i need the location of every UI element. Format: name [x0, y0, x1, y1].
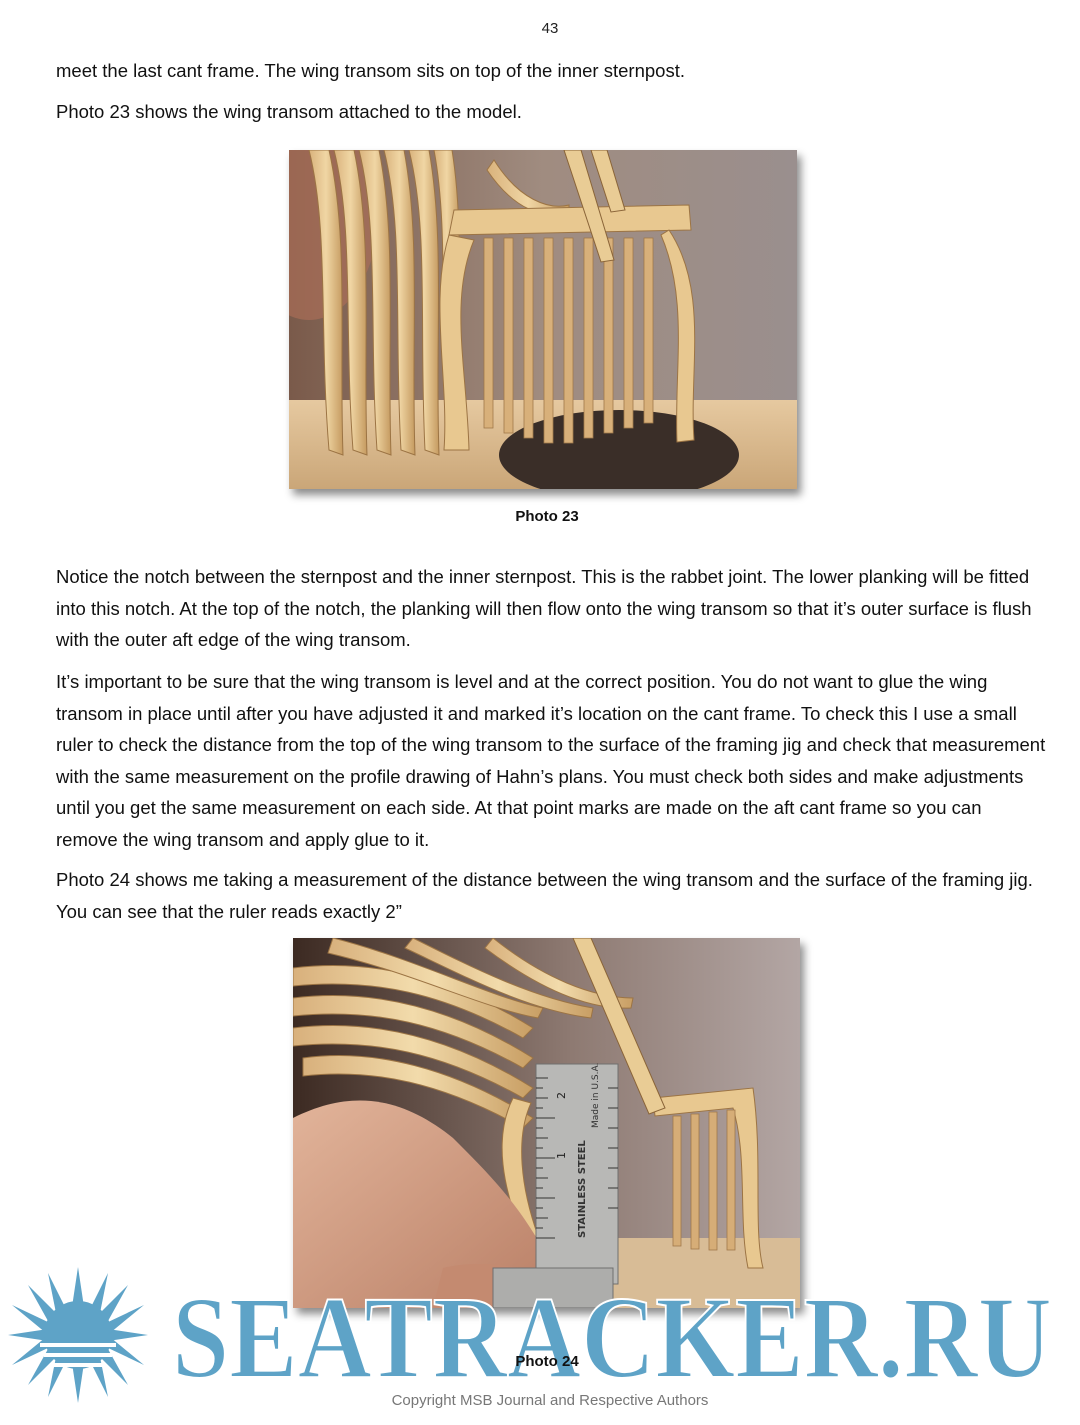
page-number: 43 [541, 20, 559, 37]
paragraph-leveling: It’s important to be sure that the wing transom is level and at the correct position. You do not want to glue the wing transom in place until after you have adjusted it and marked it’s location on the cant frame. To check this I use a small ruler to check the distance from the top of the wing transom to the surface of the framing jig and check that measurement with the same measurement on the profile drawing of Hahn’s plans. You must check both sides and make adjustments until you get the same measurement on each side. At that point marks are made on the aft cant frame so you can remove the wing transom and apply glue to it. [56, 671, 1046, 850]
ruler-label-steel: STAINLESS STEEL [577, 1140, 588, 1238]
seatracker-watermark [0, 1265, 1080, 1405]
ruler-number-2: 2 [555, 1092, 568, 1099]
photo-23-caption: Photo 23 [515, 508, 579, 525]
ruler-number-1: 1 [555, 1152, 568, 1159]
paragraph-rabbet: Notice the notch between the sternpost and the inner sternpost. This is the rabbet joint. The lower planking will be fitted into this notch. At the top of the notch, the planking will then flow onto the wing transom so that it’s outer surface is flush with the outer aft edge of the wing transom. [56, 566, 1032, 650]
ruler-label-made: Made in U.S.A. [591, 1062, 601, 1128]
paragraph-photo23-ref: Photo 23 shows the wing transom attached to the model. [56, 101, 522, 122]
sun-logo [8, 1267, 148, 1403]
paragraph-photo24-ref: Photo 24 shows me taking a measurement of the distance between the wing transom and the surface of the framing jig. You can see that the ruler reads exactly 2” [56, 869, 1033, 922]
watermark-text: SEATRACKER.RU [172, 1272, 1052, 1403]
paragraph-intro: meet the last cant frame. The wing transom sits on top of the inner sternpost. [56, 60, 685, 81]
photo-23 [289, 150, 797, 489]
copyright-footer: Copyright MSB Journal and Respective Authors [391, 1392, 709, 1409]
photo-24 [293, 938, 800, 1308]
photo-24-caption: Photo 24 [515, 1353, 579, 1370]
